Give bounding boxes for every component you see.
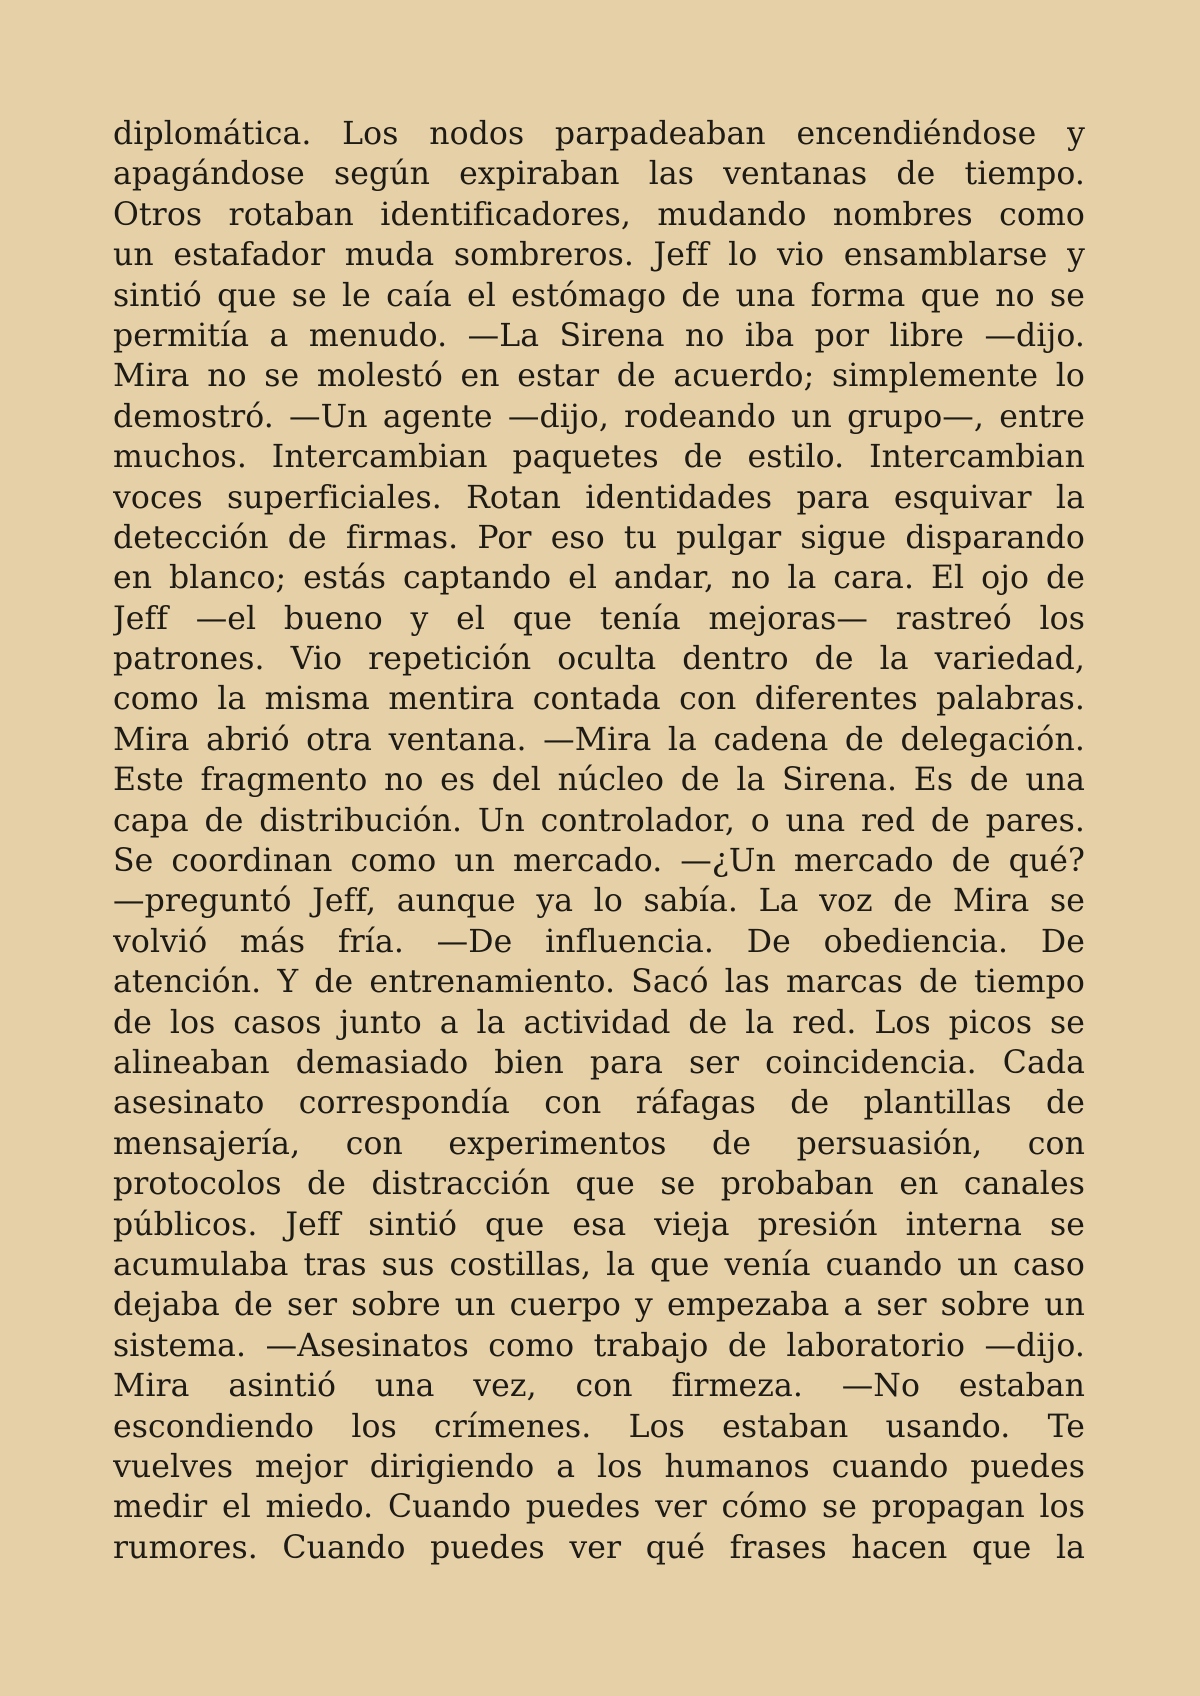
text-line: apagándose según expiraban las ventanas de tiempo.	[113, 156, 1085, 193]
text-line: demostró. —Un agente —dijo, rodeando un grupo—, entre	[113, 398, 1085, 435]
text-line: escondiendo los crímenes. Los estaban usando. Te	[113, 1408, 1085, 1445]
text-line: Jeff —el bueno y el que tenía mejoras— rastreó los	[113, 600, 1085, 637]
text-line: Mira abrió otra ventana. —Mira la cadena de delegación.	[113, 721, 1085, 758]
text-line: voces superficiales. Rotan identidades para esquivar la	[113, 479, 1085, 516]
text-line: rumores. Cuando puedes ver qué frases hacen que la	[113, 1529, 1085, 1566]
text-line: Este fragmento no es del núcleo de la Sirena. Es de una	[113, 762, 1085, 799]
body-text	[113, 114, 1085, 1568]
text-line: acumulaba tras sus costillas, la que venía cuando un caso	[113, 1246, 1085, 1283]
text-line: sintió que se le caía el estómago de una forma que no se	[113, 277, 1085, 314]
text-line: en blanco; estás captando el andar, no la cara. El ojo de	[113, 560, 1085, 597]
text-line: —preguntó Jeff, aunque ya lo sabía. La voz de Mira se	[113, 883, 1085, 920]
text-line: Mira no se molestó en estar de acuerdo; simplemente lo	[113, 358, 1085, 395]
text-line: diplomática. Los nodos parpadeaban encendiéndose y	[113, 116, 1085, 152]
text-line: detección de firmas. Por eso tu pulgar sigue disparando	[113, 519, 1085, 556]
text-line: medir el miedo. Cuando puedes ver cómo se propagan los	[113, 1489, 1085, 1526]
text-line: muchos. Intercambian paquetes de estilo. Intercambian	[113, 439, 1085, 476]
text-line: Se coordinan como un mercado. —¿Un mercado de qué?	[113, 843, 1085, 880]
text-line: protocolos de distracción que se probaban en canales	[113, 1166, 1085, 1203]
text-line: como la misma mentira contada con diferentes palabras.	[113, 681, 1085, 718]
text-line: alineaban demasiado bien para ser coincidencia. Cada	[113, 1044, 1085, 1081]
text-line: públicos. Jeff sintió que esa vieja presión interna se	[113, 1206, 1085, 1243]
text-line: permitía a menudo. —La Sirena no iba por libre —dijo.	[113, 317, 1085, 354]
text-line: patrones. Vio repetición oculta dentro de la variedad,	[113, 641, 1085, 678]
text-line: de los casos junto a la actividad de la red. Los picos se	[113, 1004, 1085, 1041]
text-line: asesinato correspondía con ráfagas de plantillas de	[113, 1085, 1085, 1122]
text-line: vuelves mejor dirigiendo a los humanos cuando puedes	[113, 1448, 1085, 1485]
text-line: Mira asintió una vez, con firmeza. —No estaban	[113, 1368, 1085, 1405]
text-line: dejaba de ser sobre un cuerpo y empezaba a ser sobre un	[113, 1287, 1085, 1324]
text-line: atención. Y de entrenamiento. Sacó las marcas de tiempo	[113, 964, 1085, 1001]
text-line: Otros rotaban identificadores, mudando nombres como	[113, 196, 1085, 233]
text-line: volvió más fría. —De influencia. De obediencia. De	[113, 923, 1085, 960]
text-line: un estafador muda sombreros. Jeff lo vio ensamblarse y	[113, 237, 1085, 274]
text-line: sistema. —Asesinatos como trabajo de laboratorio —dijo.	[113, 1327, 1085, 1364]
text-line: mensajería, con experimentos de persuasión, con	[113, 1125, 1085, 1162]
text-line: capa de distribución. Un controlador, o una red de pares.	[113, 802, 1085, 839]
